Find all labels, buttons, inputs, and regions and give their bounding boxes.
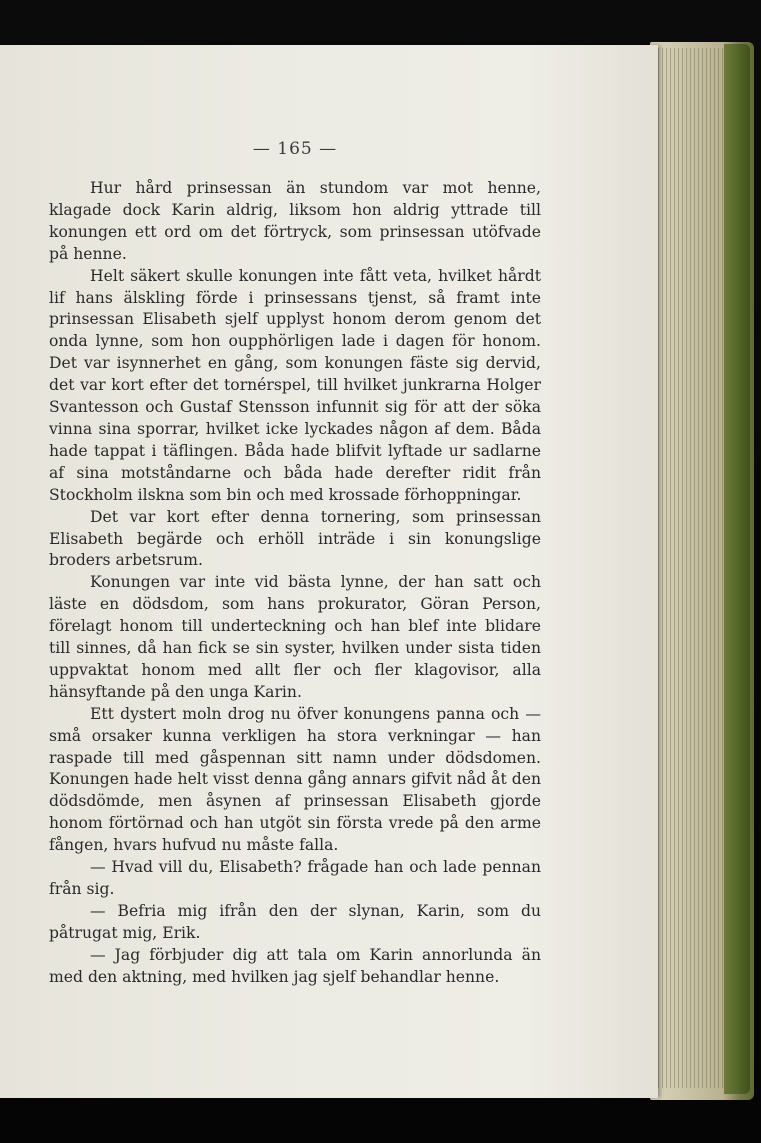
body-text — [49, 178, 541, 989]
book-page — [0, 45, 658, 1098]
paragraph: Ett dystert moln drog nu öfver konungens panna och — små orsaker kunna verkligen ha stora verkningar — han raspade till med gåspennan sitt namn under dödsdomen. Konungen hade helt visst denna gång annars gifvit nåd åt den dödsdömde, men åsynen af prinsessan Elisabeth gjorde honom förtörnad och han utgöt sin första vrede på den arme fången, hvars hufvud nu måste falla. — [49, 704, 541, 855]
book-cover-edge — [724, 44, 750, 1094]
paragraph: — Jag förbjuder dig att tala om Karin annorlunda än med den aktning, med hvilken jag sjelf behandlar henne. — [49, 945, 541, 986]
paragraph: Det var kort efter denna tornering, som prinsessan Elisabeth begärde och erhöll inträde i sin konungslige broders arbetsrum. — [49, 507, 541, 570]
page-edges — [654, 48, 724, 1088]
paragraph: — Befria mig ifrån den der slynan, Karin, som du påtrugat mig, Erik. — [49, 901, 541, 942]
paragraph: — Hvad vill du, Elisabeth? frågade han och lade pennan från sig. — [49, 858, 541, 898]
page-number: — 165 — — [252, 139, 338, 159]
paragraph: Hur hård prinsessan än stundom var mot henne, klagade dock Karin aldrig, liksom hon aldrig yttrade till konungen ett ord om det förtryck, som prinsessan utöfvade på henne. — [49, 179, 541, 263]
paragraph: Helt säkert skulle konungen inte fått veta, hvilket hårdt lif hans älskling förde i prinsessans tjenst, så framt inte prinsessan Elisabeth sjelf upplyst honom derom genom det onda lynne, som hon oupphörligen lade i dagen för honom. Det var isynnerhet en gång, som konungen fäste sig dervid, det var kort efter det tornérspel, till hvilket junkrarna Holger Svantesson och Gustaf Stensson infunnit sig för att der söka vinna sina sporrar, hvilket icke lyckades någon af dem. Båda hade tappat i täflingen. Båda hade blifvit lyftade ur sadlarne af sina motståndarne och båda hade derefter ridit från Stockholm ilskna som bin och med krossade förhoppningar. — [49, 266, 541, 504]
paragraph: Konungen var inte vid bästa lynne, der han satt och läste en dödsdom, som hans prokurator, Göran Person, förelagt honom till underteckning och han blef inte blidare till sinnes, då han fick se sin syster, hvilken under sista tiden uppvaktat honom med allt fler och fler klagovisor, alla hänsyftande på den unga Karin. — [49, 573, 541, 701]
